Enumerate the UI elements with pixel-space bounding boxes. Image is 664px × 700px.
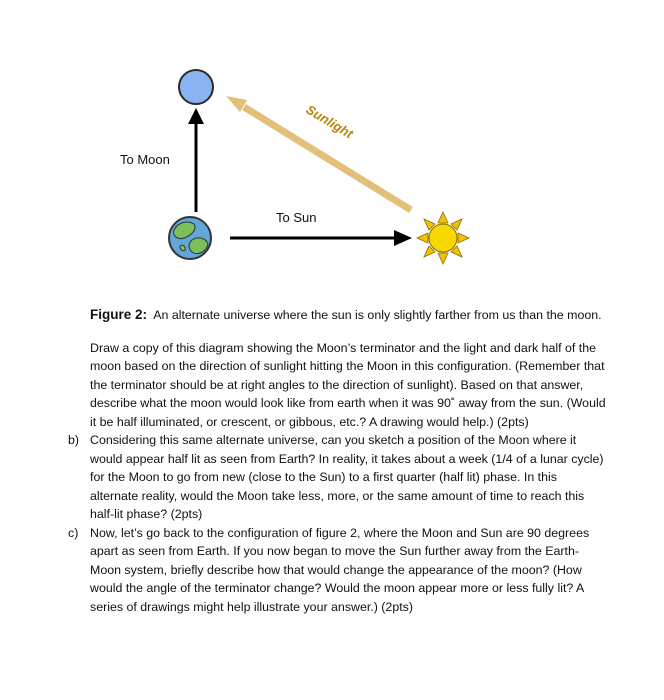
question-c-text: Now, let’s go back to the configuration of figure 2, where the Moon and Sun are 90 degrees apart as seen from Earth. If you now began to move the Sun further away from the Earth-Moon system, briefly describe how that would change the appearance of the moon? (How would the angle of the terminator change? Would the moon appear more or less fully lit? A series of drawings might help illustrate your answer.) (2pts) [90,525,590,614]
question-b [68,431,608,524]
figure-caption-text: An alternate universe where the sun is only slightly farther from us than the moon. [153,308,602,322]
to-moon-label: To Moon [120,152,170,167]
figure-caption-label: Figure 2: [90,307,148,322]
earth-icon [169,217,211,259]
question-b-marker: b) [68,433,80,447]
moon-circle [179,70,213,104]
sun-icon [417,212,469,264]
to-sun-label: To Sun [276,210,317,225]
to-sun-arrowhead [394,230,412,246]
question-c-marker: c) [68,525,79,540]
figure-2-diagram [0,0,664,300]
to-moon-arrowhead [188,108,204,124]
figure-caption [90,306,608,325]
sunlight-label: Sunlight [303,101,356,142]
question-a-text: Draw a copy of this diagram showing the Moon’s terminator and the light and dark half of the moon based on the direction of sunlight hitting the Moon in this configuration. (Remember that the terminator should be at right angles to the direction of sunlight). Based on that answer, describe what the moon would look like from earth when it was 90˚ away from the sun. (Would it be half illuminated, or crescent, or gibbous, etc.? A drawing would help.) (2pts) [90,340,606,429]
text-block [68,306,608,616]
question-b-text: Considering this same alternate universe, can you sketch a position of the Moon where it would appear half lit as seen from Earth? In reality, it takes about a week (1/4 of a lunar cycle) for the Moon to go from new (close to the Sun) to a first quarter (half lit) phase. In this alternate reality, would the Moon take less, more, or the same amount of time to reach this half-lit phase? (2pts) [90,433,604,521]
question-c [68,524,608,617]
